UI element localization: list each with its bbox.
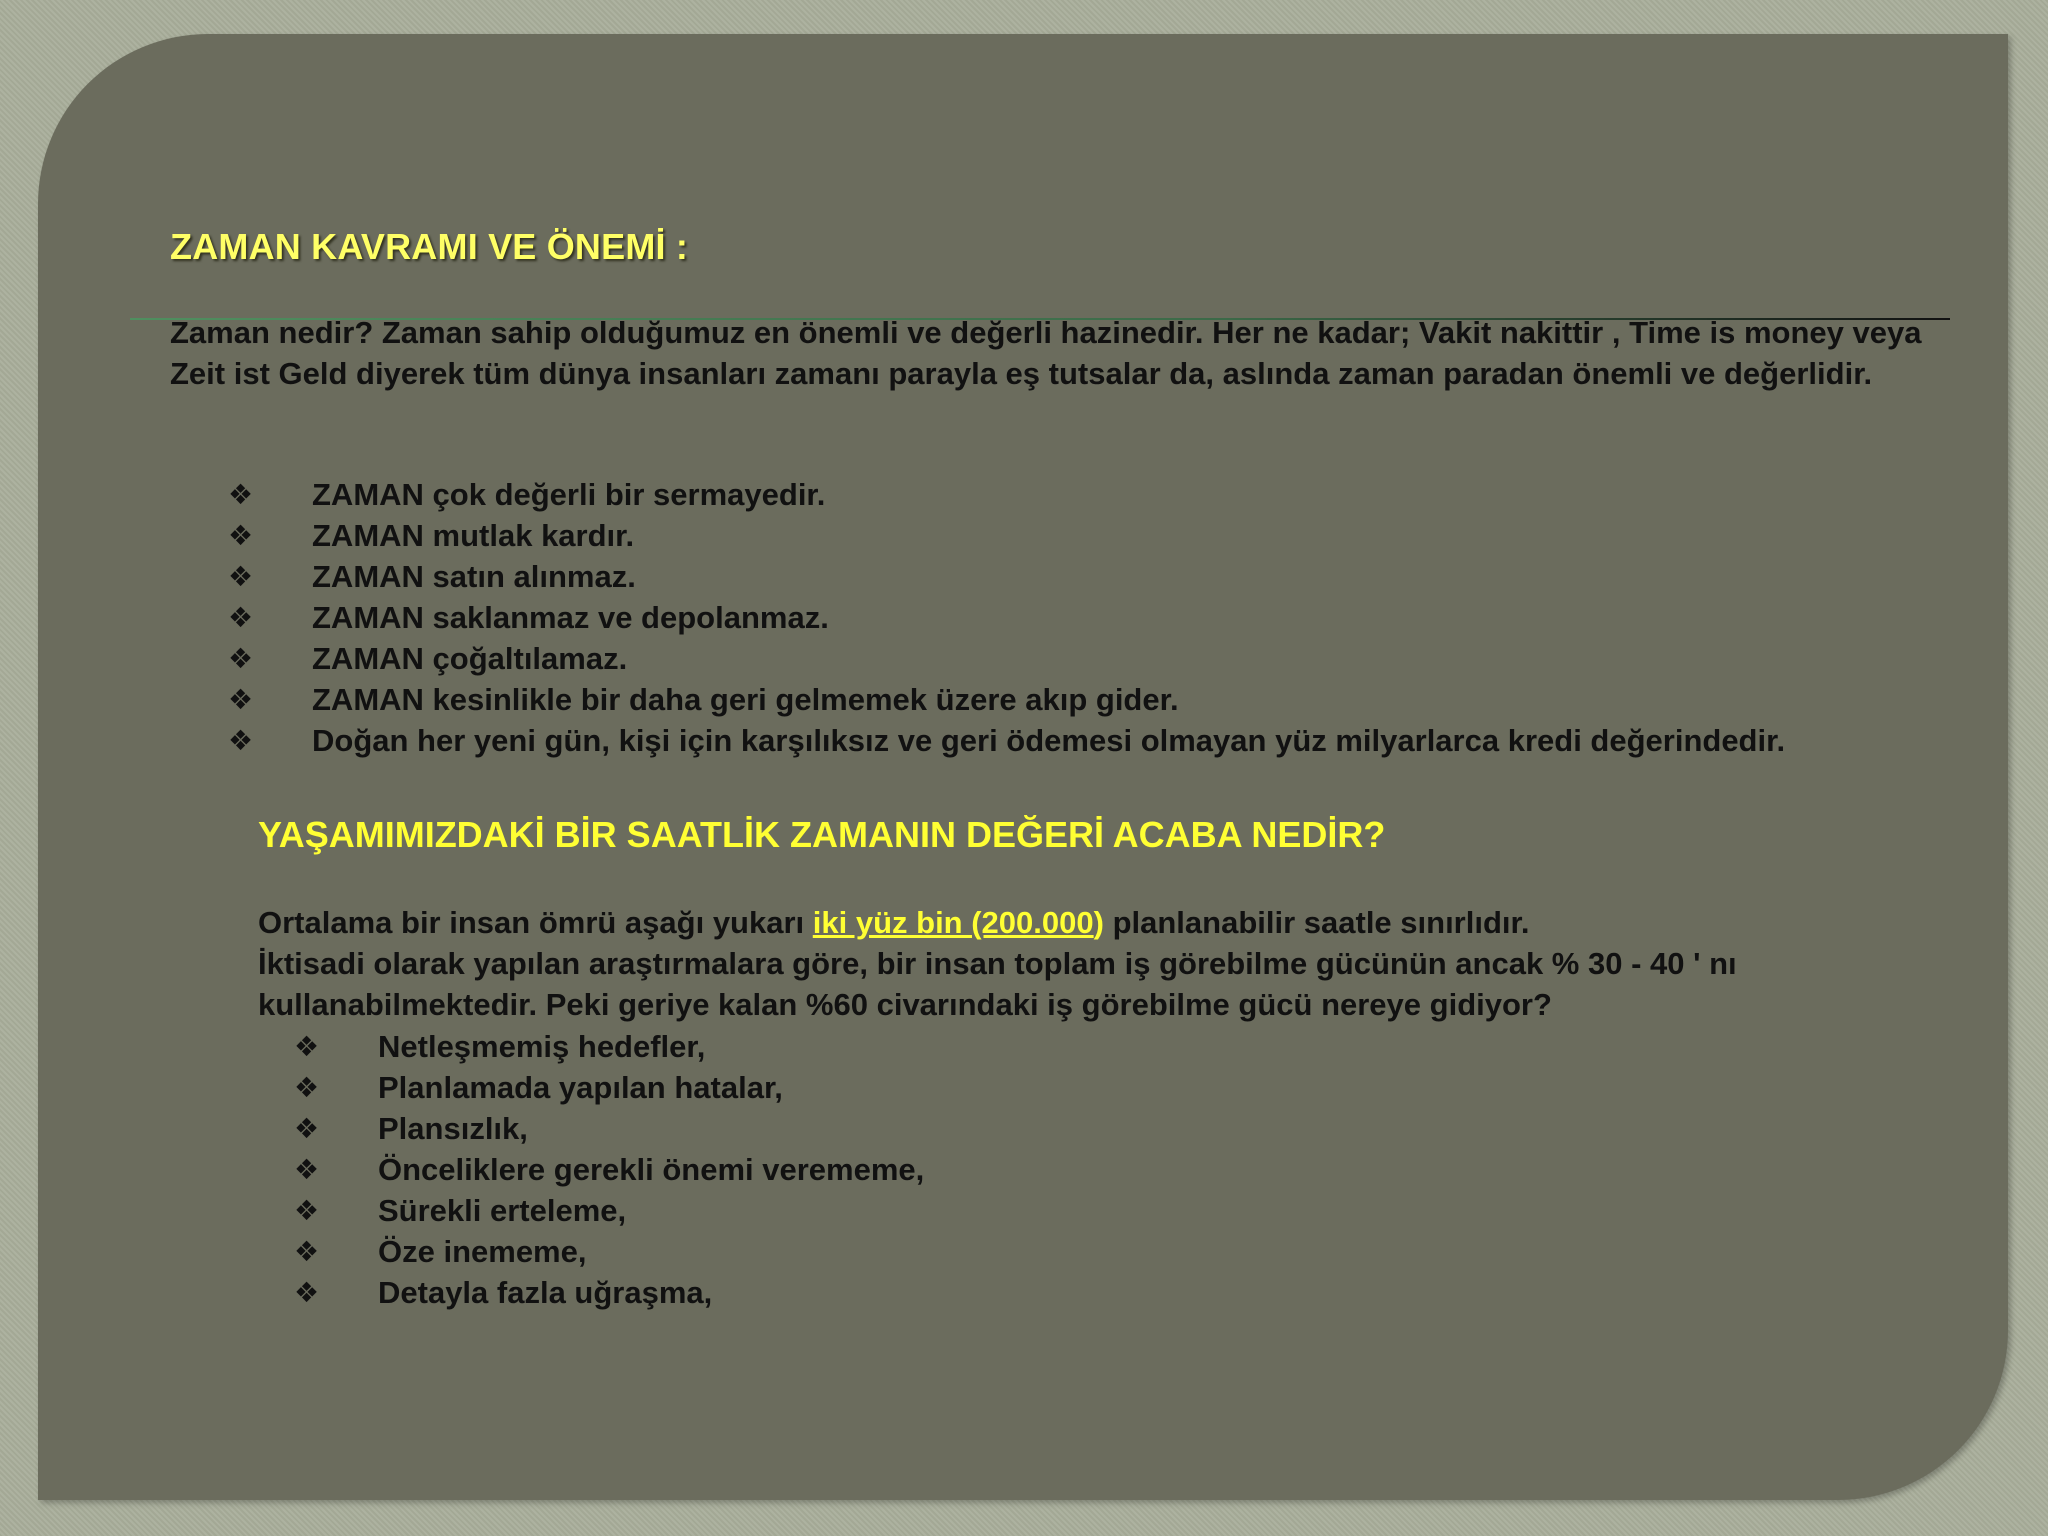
list-item: ❖ Detayla fazla uğraşma, — [294, 1272, 924, 1313]
diamond-bullet-icon: ❖ — [294, 1194, 320, 1227]
diamond-bullet-icon: ❖ — [294, 1030, 320, 1063]
list-item: ❖ Sürekli erteleme, — [294, 1190, 924, 1231]
intro-paragraph: Zaman nedir? Zaman sahip olduğumuz en önemli ve değerli hazinedir. Her ne kadar; Vakit nakittir , Time is money veya Zeit ist Geld diyerek tüm dünya insanları zamanı parayla eş tutsalar da, aslında zaman paradan önemli ve değerlidir. — [170, 315, 1922, 391]
hour-value-paragraph — [258, 902, 1958, 1025]
diamond-bullet-icon: ❖ — [294, 1112, 320, 1145]
highlighted-hours: iki yüz bin (200.000 — [812, 905, 1094, 940]
diamond-bullet-icon: ❖ — [228, 560, 254, 593]
list-item: ❖ ZAMAN çok değerli bir sermayedir. — [228, 474, 1785, 515]
list-item: ❖ Doğan her yeni gün, kişi için karşılıksız ve geri ödemesi olmayan yüz milyarlarca kredi değerindedir. — [228, 720, 1785, 761]
diamond-bullet-icon: ❖ — [228, 724, 254, 757]
diamond-bullet-icon: ❖ — [294, 1276, 320, 1309]
list-item: ❖ Önceliklere gerekli önemi verememe, — [294, 1149, 924, 1190]
time-wasters-list — [294, 1026, 924, 1313]
diamond-bullet-icon: ❖ — [228, 519, 254, 552]
diamond-bullet-icon: ❖ — [228, 642, 254, 675]
section-subtitle: YAŞAMIMIZDAKİ BİR SAATLİK ZAMANIN DEĞERİ ACABA NEDİR? — [258, 814, 1386, 855]
para-line-2: İktisadi olarak yapılan araştırmalara göre, bir insan toplam iş görebilme gücünün ancak % 30 - 40 ' nı kullanabilmektedir. Peki geriye kalan %60 civarındaki iş görebilme gücü nereye gidiyor? — [258, 946, 1737, 1022]
list-item: ❖ ZAMAN çoğaltılamaz. — [228, 638, 1785, 679]
para-text-before: Ortalama bir insan ömrü aşağı yukarı — [258, 905, 813, 940]
highlighted-paren: ) — [1093, 905, 1104, 940]
diamond-bullet-icon: ❖ — [228, 683, 254, 716]
list-item: ❖ Plansızlık, — [294, 1108, 924, 1149]
slide-title: ZAMAN KAVRAMI VE ÖNEMİ : — [170, 226, 689, 267]
diamond-bullet-icon: ❖ — [294, 1153, 320, 1186]
diamond-bullet-icon: ❖ — [294, 1235, 320, 1268]
list-item: ❖ Planlamada yapılan hatalar, — [294, 1067, 924, 1108]
diamond-bullet-icon: ❖ — [228, 601, 254, 634]
list-item: ❖ ZAMAN saklanmaz ve depolanmaz. — [228, 597, 1785, 638]
diamond-bullet-icon: ❖ — [294, 1071, 320, 1104]
list-item: ❖ ZAMAN kesinlikle bir daha geri gelmemek üzere akıp gider. — [228, 679, 1785, 720]
para-text-after: planlanabilir saatle sınırlıdır. — [1103, 905, 1530, 940]
list-item: ❖ Netleşmemiş hedefler, — [294, 1026, 924, 1067]
list-item: ❖ ZAMAN mutlak kardır. — [228, 515, 1785, 556]
zaman-properties-list — [228, 474, 1785, 761]
list-item: ❖ ZAMAN satın alınmaz. — [228, 556, 1785, 597]
diamond-bullet-icon: ❖ — [228, 478, 254, 511]
list-item: ❖ Öze inememe, — [294, 1231, 924, 1272]
